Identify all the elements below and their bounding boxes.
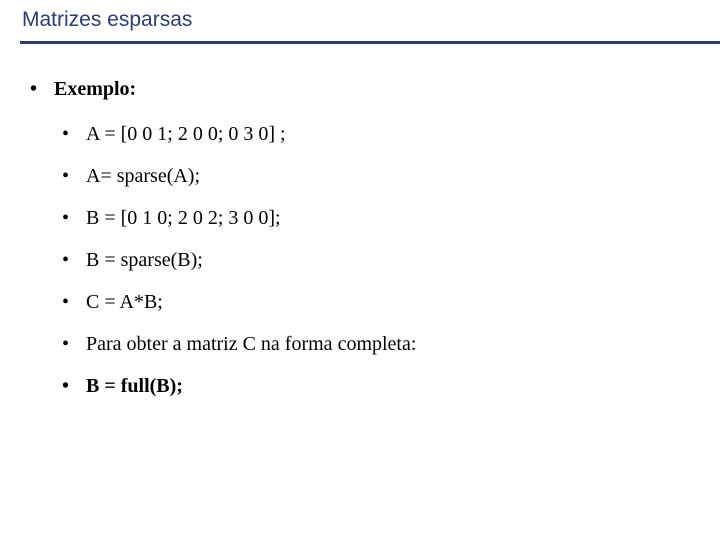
example-list xyxy=(62,119,416,413)
bullet-icon: • xyxy=(30,78,38,100)
list-item xyxy=(62,329,416,371)
main-bullet xyxy=(30,78,136,101)
list-item-text: A = [0 0 1; 2 0 0; 0 3 0] ; xyxy=(86,123,286,145)
list-item xyxy=(62,287,416,329)
main-bullet-label: Exemplo: xyxy=(54,78,137,100)
list-item xyxy=(62,371,416,413)
list-item-text: A= sparse(A); xyxy=(86,165,201,187)
list-item xyxy=(62,203,416,245)
bullet-icon: • xyxy=(62,291,70,313)
title-divider xyxy=(20,41,720,44)
list-item xyxy=(62,245,416,287)
list-item-text: B = full(B); xyxy=(86,375,183,397)
bullet-icon: • xyxy=(62,165,70,187)
list-item-text: Para obter a matriz C na forma completa: xyxy=(86,333,417,355)
slide-title: Matrizes esparsas xyxy=(22,8,193,31)
list-item-text: C = A*B; xyxy=(86,291,163,313)
bullet-icon: • xyxy=(62,249,70,271)
bullet-icon: • xyxy=(62,123,70,145)
bullet-icon: • xyxy=(62,207,70,229)
list-item xyxy=(62,161,416,203)
bullet-icon: • xyxy=(62,375,70,397)
list-item-text: B = sparse(B); xyxy=(86,249,203,271)
list-item-text: B = [0 1 0; 2 0 2; 3 0 0]; xyxy=(86,207,281,229)
list-item xyxy=(62,119,416,161)
bullet-icon: • xyxy=(62,333,70,355)
